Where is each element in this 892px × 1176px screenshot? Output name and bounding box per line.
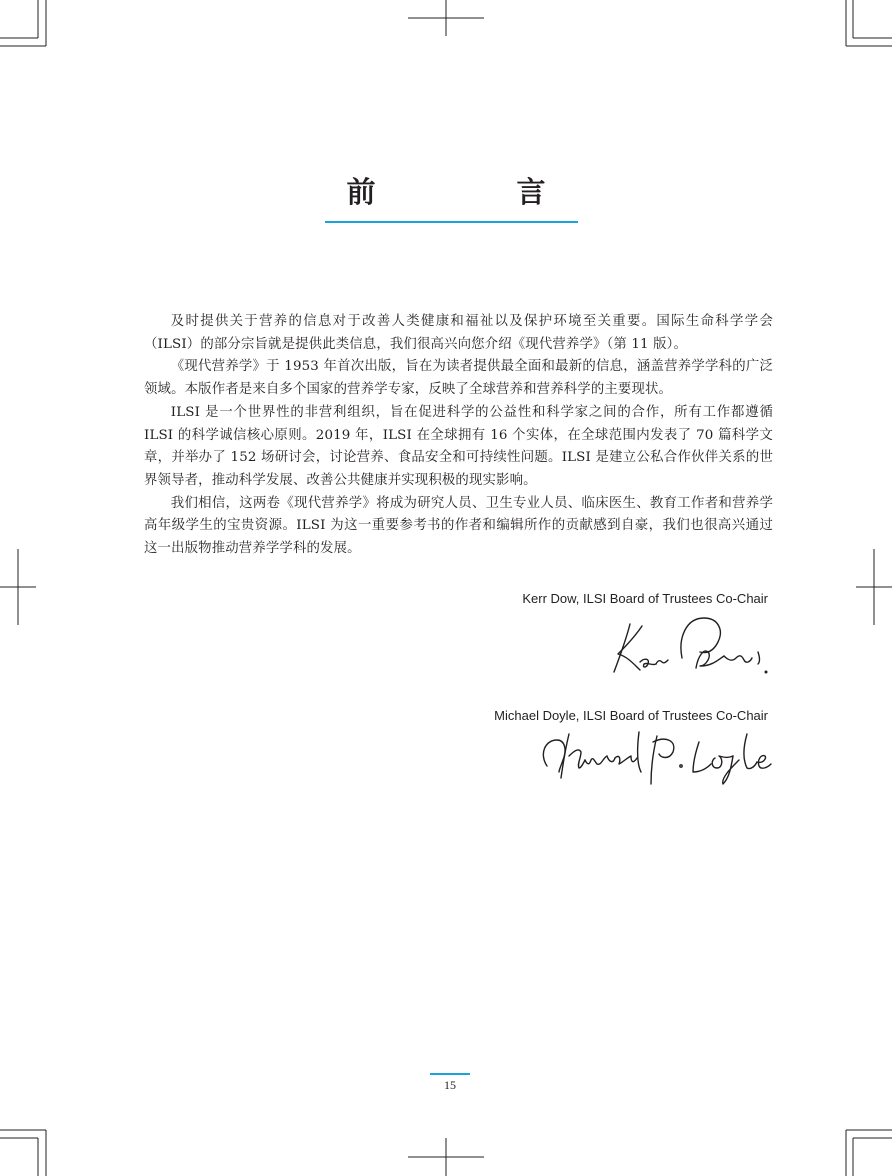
paragraph: ILSI 是一个世界性的非营利组织，旨在促进科学的公益性和科学家之间的合作，所有工作都遵循 ILSI 的科学诚信核心原则。2019 年，ILSI 在全球拥有 16 个实体，在全球范围内发表了 70 篇科学文章，并举办了 152 场研讨会，讨论营养、食品安全和可持续性问题。ILSI 是建立公私合作伙伴关系的世界领导者，推动科学发展、改善公共健康并实现积极的现实影响。 bbox=[144, 404, 773, 488]
signature-kerr-dow bbox=[600, 612, 775, 682]
paragraph: 《现代营养学》于 1953 年首次出版，旨在为读者提供最全面和最新的信息，涵盖营养学学科的广泛领域。本版作者是来自多个国家的营养学专家，反映了全球营养和营养科学的主要现状。 bbox=[144, 359, 773, 398]
paragraph: 及时提供关于营养的信息对于改善人类健康和福祉以及保护环境至关重要。国际生命科学学会（ILSI）的部分宗旨就是提供此类信息，我们很高兴向您介绍《现代营养学》（第 11 版）。 bbox=[144, 314, 773, 352]
page-title: 前 言 bbox=[346, 175, 602, 209]
signatory-caption-1: Kerr Dow, ILSI Board of Trustees Co-Chair bbox=[522, 591, 768, 606]
page-number-rule bbox=[430, 1073, 470, 1075]
preface-body bbox=[144, 311, 773, 561]
title-underline bbox=[325, 221, 578, 223]
signature-michael-doyle bbox=[535, 728, 775, 788]
page-number: 15 bbox=[444, 1078, 456, 1092]
paragraph: 我们相信，这两卷《现代营养学》将成为研究人员、卫生专业人员、临床医生、教育工作者和营养学高年级学生的宝贵资源。ILSI 为这一重要参考书的作者和编辑所作的贡献感到自豪，我们也很高兴通过这一出版物推动营养学学科的发展。 bbox=[144, 495, 773, 557]
signatory-caption-2: Michael Doyle, ILSI Board of Trustees Co-Chair bbox=[494, 708, 768, 723]
